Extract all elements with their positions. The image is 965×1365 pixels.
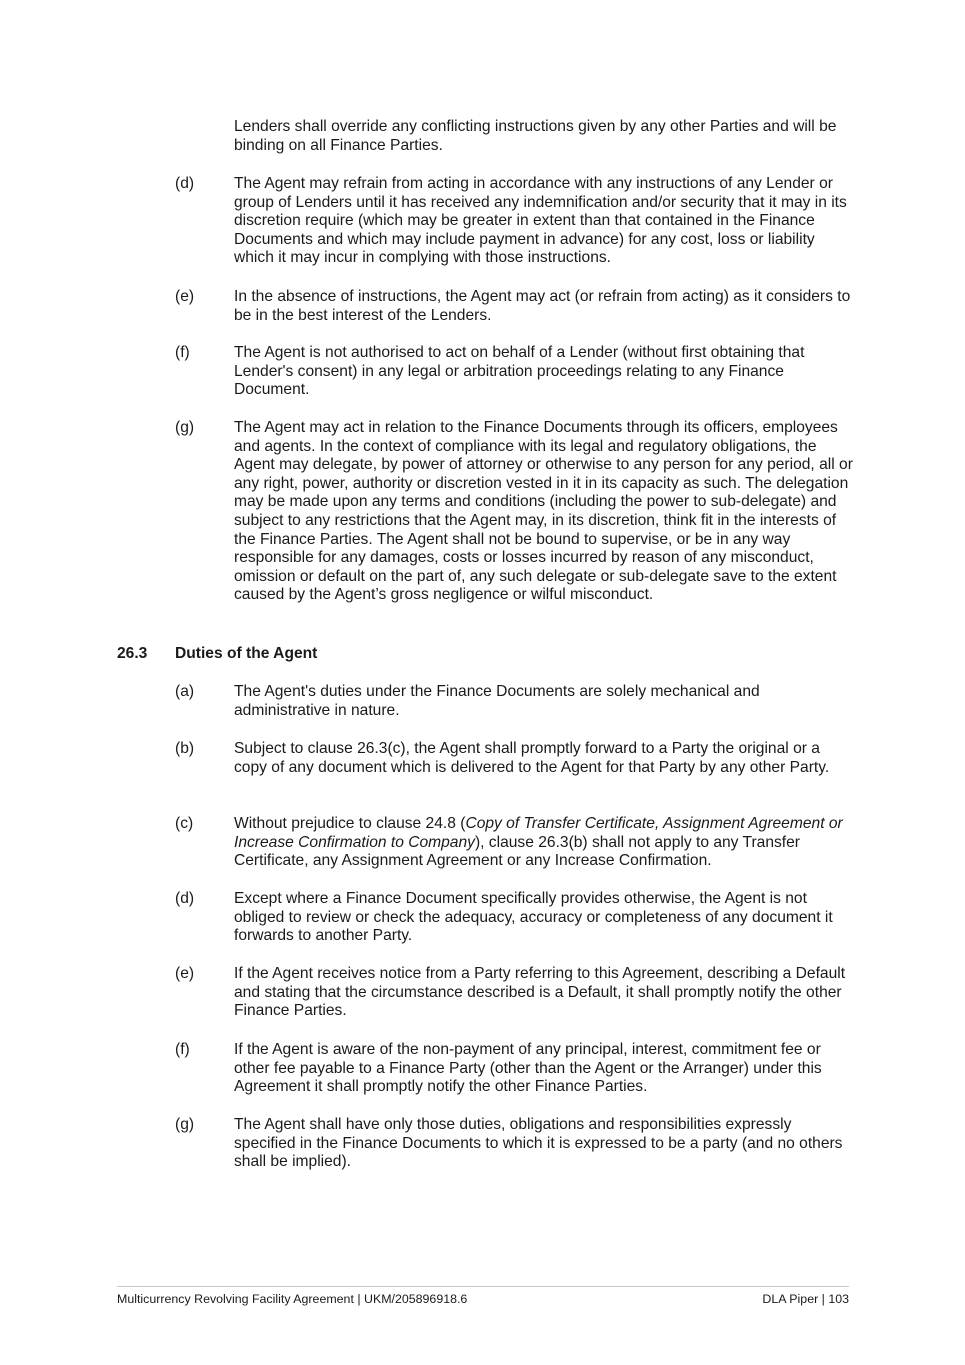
clause-text: The Agent may act in relation to the Finance Documents through its officers, employees and agents. In the context of compliance with its legal and regulatory obligations, the Agent may delegate, by power of attorney or otherwise to any person for any period, all or any right, power, authority or discretion vested in it in its capacity as such. The delegation may be made upon any terms and conditions (including the power to sub-delegate) and subject to any restrictions that the Agent may, in its discretion, think fit in the interests of the Finance Parties. The Agent shall not be bound to supervise, or be in any way responsible for any damages, costs or losses incurred by reason of any misconduct, omission or default on the part of, any such delegate or sub-delegate save to the extent caused by the Agent’s gross negligence or wilful misconduct. — [234, 419, 853, 604]
clause-reference-title: Copy of Transfer Certificate, Assignment Agreement or Increase Confirmation to Company — [234, 815, 843, 851]
clause-text: If the Agent is aware of the non-payment of any principal, interest, commitment fee or other fee payable to a Finance Party (other than the Agent or the Arranger) under this Agreement it shall promptly notify the other Finance Parties. — [234, 1041, 822, 1096]
clause-text-after: ), clause 26.3(b) shall not apply to any Transfer Certificate, any Assignment Agreement or any Increase Confirmation. — [234, 833, 800, 870]
clause-text: In the absence of instructions, the Agent may act (or refrain from acting) as it considers to be in the best interest of the Lenders. — [234, 288, 851, 324]
clause-label: (e) — [175, 965, 195, 982]
clause-label: (e) — [175, 288, 195, 305]
clause-text: If the Agent receives notice from a Party referring to this Agreement, describing a Default and stating that the circumstance described is a Default, it shall promptly notify the other Finance Parties. — [234, 965, 846, 1020]
clause-label: (c) — [175, 815, 194, 832]
section-title: Duties of the Agent — [175, 645, 318, 662]
clause-text: The Agent is not authorised to act on behalf of a Lender (without first obtaining that Lender's consent) in any legal or arbitration proceedings relating to any Finance Document. — [234, 344, 805, 399]
footer-divider — [117, 1286, 849, 1287]
footer-page-number: DLA Piper | 103 — [762, 1292, 849, 1306]
clause-text: The Agent shall have only those duties, obligations and responsibilities expressly specified in the Finance Documents to which it is expressed to be a party (and no others shall be implied). — [234, 1116, 843, 1171]
section-number: 26.3 — [117, 645, 148, 662]
clause-label: (g) — [175, 1116, 195, 1133]
clause-text: The Agent may refrain from acting in accordance with any instructions of any Lender or group of Lenders until it has received any indemnification and/or security that it may in its discretion require (which may be greater in extent than that contained in the Finance Documents and which may include payment in advance) for any cost, loss or liability which it may incur in complying with those instructions. — [234, 175, 847, 267]
clause-text — [234, 815, 854, 871]
paragraph-text: Lenders shall override any conflicting instructions given by any other Parties and will be binding on all Finance Parties. — [234, 118, 837, 154]
clause-label: (d) — [175, 890, 195, 907]
clause-label: (d) — [175, 175, 195, 192]
clause-text: The Agent's duties under the Finance Documents are solely mechanical and administrative in nature. — [234, 683, 760, 719]
clause-text-before: Without prejudice to clause 24.8 ( — [234, 815, 466, 832]
clause-label: (f) — [175, 344, 190, 361]
footer-document-reference: Multicurrency Revolving Facility Agreement | UKM/205896918.6 — [117, 1292, 468, 1306]
clause-label: (a) — [175, 683, 195, 700]
clause-text: Except where a Finance Document specifically provides otherwise, the Agent is not obliged to review or check the adequacy, accuracy or completeness of any document it forwards to another Party. — [234, 890, 833, 945]
clause-label: (f) — [175, 1041, 190, 1058]
clause-text: Subject to clause 26.3(c), the Agent shall promptly forward to a Party the original or a copy of any document which is delivered to the Agent for that Party by any other Party. — [234, 740, 830, 776]
clause-label: (g) — [175, 419, 195, 436]
clause-label: (b) — [175, 740, 195, 757]
